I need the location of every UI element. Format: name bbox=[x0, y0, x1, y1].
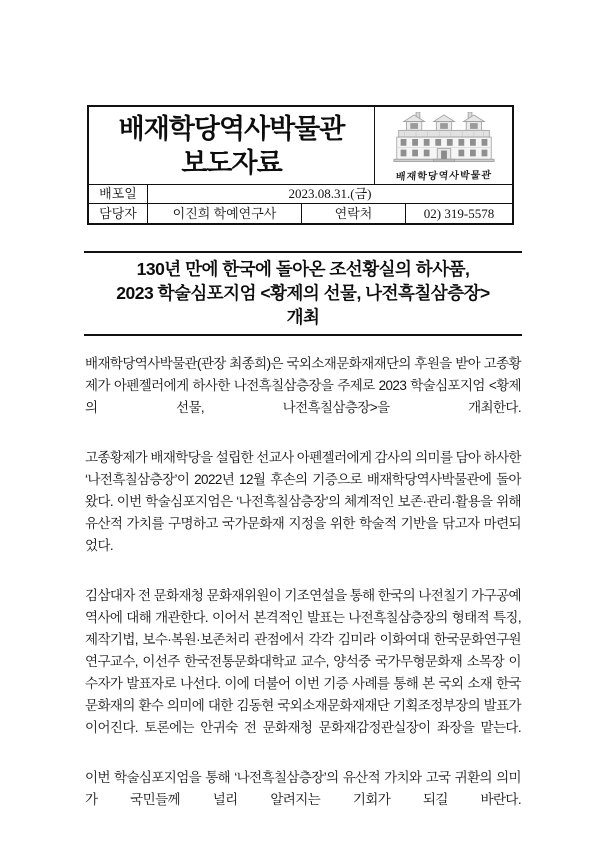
headline-line-1: 130년 만에 한국에 돌아온 조선황실의 하사품, bbox=[136, 259, 470, 279]
release-date-value: 2023.08.31.(금) bbox=[288, 186, 372, 201]
body-text bbox=[85, 353, 521, 839]
org-name: 배재학당역사박물관 bbox=[118, 113, 345, 144]
headline-block bbox=[84, 251, 522, 336]
manager-value: 이진희 학예연구사 bbox=[148, 204, 302, 223]
museum-building-icon bbox=[391, 112, 497, 166]
masthead-box bbox=[87, 105, 514, 225]
logo-caption: 배재학당역사박물관 bbox=[394, 169, 492, 183]
paragraph-2: 고종황제가 배재학당을 설립한 선교사 아펜젤러에게 감사의 의미를 담아 하사한 ‘나전흑칠삼층장’이 2022년 12월 후손의 기증으로 배재학당역사박물관에 돌아왔다. 이번 학술심포지엄은 ‘나전흑칠삼층장’의 체계적인 보존·관리·활용을 위해 유산적 가치를 구명하고 국가문화재 지정을 위한 학술적 기반을 닦고자 마련되었다. bbox=[85, 450, 521, 553]
masthead-top-row bbox=[89, 107, 512, 185]
paragraph-1: 배재학당역사박물관(관장 최종희)은 국외소재문화재재단의 후원을 받아 고종황제가 아펜젤러에게 하사한 나전흑칠삼층장을 주제로 2023 학술심포지엄 <황제의 선물, 나전흑칠삼층장>을 개최한다. bbox=[85, 356, 521, 415]
masthead-title-cell bbox=[89, 107, 375, 184]
contact-label: 연락처 bbox=[302, 204, 406, 223]
headline-line-3: 개최 bbox=[286, 307, 320, 327]
manager-label: 담당자 bbox=[89, 204, 148, 223]
masthead-logo-cell bbox=[375, 107, 512, 184]
paragraph-3: 김삼대자 전 문화재청 문화재위원이 기조연설을 통해 한국의 나전칠기 가구공예 역사에 대해 개관한다. 이어서 본격적인 발표는 나전흑칠삼층장의 형태적 특징, 제작기법, 보수·복원·보존처리 관점에서 각각 김미라 이화여대 한국문화연구원 연구교수, 이선주 한국전통문화대학교 교수, 양석중 국가무형문화재 소목장 이수자가 발표자로 나선다. 이에 더불어 이번 기증 사례를 통해 본 국외 소재 한국 문화재의 환수 의미에 대한 김동현 국외소재문화재재단 기획조정부장의 발표가 이어진다. 토론에는 안귀숙 전 문화재청 문화재감정관실장이 좌장을 맡는다. bbox=[85, 588, 521, 735]
doc-type: 보도자료 bbox=[181, 147, 282, 178]
phone-value: 02) 319-5578 bbox=[423, 206, 495, 221]
paragraph-4: 이번 학술심포지엄을 통해 ‘나전흑칠삼층장’의 유산적 가치와 고국 귀환의 의미가 국민들께 널리 알려지는 기회가 되길 바란다. bbox=[85, 770, 521, 807]
contact-row bbox=[89, 203, 512, 223]
release-date-label: 배포일 bbox=[89, 185, 148, 203]
release-date-row bbox=[89, 185, 512, 203]
headline-line-2: 2023 학술심포지엄 <황제의 선물, 나전흑칠삼층장> bbox=[116, 283, 490, 303]
